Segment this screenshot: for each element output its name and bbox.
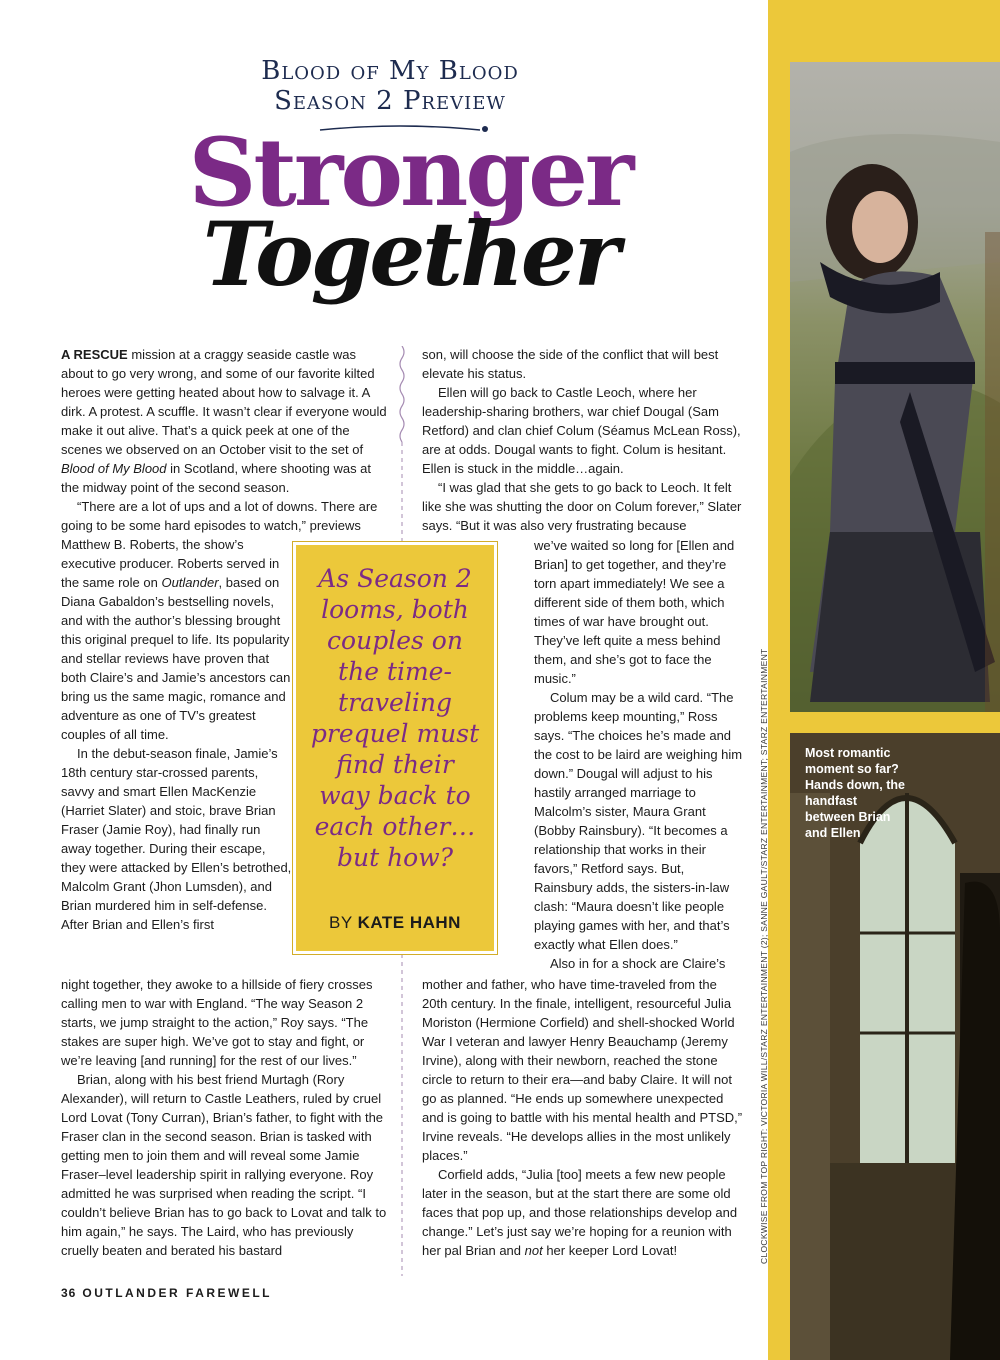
- photo-caption: Most romantic moment so far? Hands down, the handfast between Brian and Ellen: [805, 746, 905, 840]
- paragraph: Brian, along with his best friend Murtagh (Rory Alexander), will return to Castle Leathers, ruled by cruel Lord Lovat (Tony Curran), Brian’s father, to fight with the Fraser clan in the second season. Brian is tasked with getting men to join them and will reveal some Jamie Fraser–level leadership spirit in rallying everyone. Roy admitted he was surprised when reading the script. “I couldn’t believe Brian has to go back to Lovat and talk to him again,” he says. The Laird, who has previously cruelly beaten and berated his bastard: [61, 1072, 387, 1258]
- body-text: in Scotland, where shooting was at the midway point of the second season.: [61, 461, 372, 495]
- article-column-1-narrow: [61, 535, 293, 934]
- body-text: mission at a craggy seaside castle was about to go very wrong, and some of our favorite kilted heroes were getting heated about how to salvage it. A dirk. A protest. A scuffle. It wasn’t clear if everyone would make it out alive. That’s a quick peek at one of the scenes we observed on an October visit to the set of: [61, 347, 387, 457]
- paragraph: “There are a lot of ups and a lot of downs. There are going to be some hard episodes to watch,” previews: [61, 499, 378, 533]
- photo-ellen-on-hillside: [790, 62, 1000, 712]
- paragraph: mother and father, who have time-traveled from the 20th century. In the finale, intelligent, resourceful Julia Moriston (Hermione Corfield) and shell-shocked World War I veteran and lawyer Henry Beauchamp (Jeremy Irvine), along with their newborn, reached the stone circle to return to their era—and baby Claire. It will not go as planned. “He ends up somewhere unexpected and is going to battle with his mental health and PTSD,” Irvine reveals. “He develops allies in the most unlikely places.”: [422, 977, 743, 1163]
- byline: [296, 913, 494, 933]
- article-column-2-narrow: [534, 536, 746, 973]
- byline-prefix: BY: [329, 913, 358, 932]
- kicker-season-preview: Season 2 Preview: [274, 86, 506, 116]
- article-column-2-bottom: [422, 975, 744, 1260]
- pull-quote-box: [296, 545, 494, 951]
- paragraph: night together, they awoke to a hillside of fiery crosses calling men to war with England. “The way Season 2 starts, we jump straight to the action,” Roy says. “The stakes are super high. We’ve got to stay and fight, or we’re leaving [and running] for the rest of our lives.”: [61, 977, 373, 1068]
- paragraph: “I was glad that she gets to go back to Leoch. It felt like she was shutting the door on Colum forever,” Slater says. “But it was also very frustrating because: [422, 480, 742, 533]
- body-text: Matthew B. Roberts, the show’s executive producer. Roberts served in the same role on: [61, 537, 280, 590]
- body-text: her keeper Lord Lovat!: [542, 1243, 678, 1258]
- paragraph: son, will choose the side of the conflict that will best elevate his status.: [422, 347, 719, 381]
- photo-credit: CLOCKWISE FROM TOP RIGHT: VICTORIA WILL/STARZ ENTERTAINMENT (2); SANNE GAULT/STARZ ENTERTAINMENT; STARZ ENTERTAINMENT: [759, 648, 769, 1264]
- photo-ellen-illustration: [790, 62, 1000, 712]
- show-title-italic: Blood of My Blood: [61, 461, 167, 476]
- article-column-1-top: [61, 345, 387, 535]
- pull-quote-text: As Season 2 looms, both couples on the time-traveling prequel must find their way back to each other…but how?: [310, 564, 480, 872]
- paragraph: Colum may be a wild card. “The problems keep mounting,” Ross says. “The choices he’s made and the cost to be laird are weighing him down.” Dougal will adjust to his hastily arranged marriage to Malcolm’s sister, Maura Grant (Bobby Rainsbury). “It becomes a relationship that works in their favors,” Retford says. But, Rainsbury adds, the sisters-in-law clash: “Maura doesn’t like people playing games with her, and that’s exactly what Ellen does.”: [534, 690, 743, 952]
- page-folio: [61, 1286, 272, 1300]
- article-column-2-top: [422, 345, 744, 535]
- kicker-series-title: Blood of My Blood: [261, 56, 519, 86]
- drop-lead-in: A RESCUE: [61, 347, 128, 362]
- paragraph: [422, 1165, 744, 1260]
- article-column-1-bottom: [61, 975, 387, 1260]
- emphasis-italic: not: [524, 1243, 543, 1258]
- paragraph: In the debut-season finale, Jamie’s 18th century star-crossed parents, savvy and smart Ellen MacKenzie (Harriet Slater) and stoic, brave Brian Fraser (Jamie Roy), had finally run away together. During their escape, they were attacked by Ellen’s betrothed, Malcolm Grant (Jhon Lumsden), and Brian murdered him in self-defense. After Brian and Ellen’s first: [61, 746, 292, 932]
- publication-name: OUTLANDER FAREWELL: [82, 1286, 273, 1300]
- headline-together: Together: [202, 202, 618, 306]
- headline-stronger: Stronger: [188, 118, 632, 228]
- author-name: KATE HAHN: [357, 913, 461, 932]
- show-title-italic: Outlander: [161, 575, 219, 590]
- paragraph: [61, 535, 293, 744]
- body-text: , based on Diana Gabaldon’s bestselling novels, and with the author’s blessing brought this original prequel to life. Its popularity and stellar reviews have proven that both Claire’s and Jamie’s ancestors can bring us the same magic, romance and adventure as one of TV’s greatest couples of all time.: [61, 575, 291, 742]
- paragraph: Ellen will go back to Castle Leoch, where her leadership-sharing brothers, war chief Dougal (Sam Retford) and clan chief Colum (Séamus McLean Ross), are at odds. Dougal wants to fight. Colum is hesitant. Ellen is stuck in the middle…again.: [422, 385, 741, 476]
- paragraph: Also in for a shock are Claire’s: [550, 956, 726, 971]
- paragraph: we’ve waited so long for [Ellen and Brian] to get together, and they’re torn apart immediately! We see a different side of them both, which times of war have brought out. They’ve left quite a mess behind them, and she’s got to face the music.”: [534, 538, 735, 686]
- body-text: Corfield adds, “Julia [too] meets a few new people later in the season, but at the start there are some old faces that pop up, and those relationships develop and change.” Let’s just say we’re hoping for a reunion with her pal Brian and: [422, 1167, 738, 1258]
- paragraph: [61, 345, 387, 497]
- page-number: 36: [61, 1286, 77, 1300]
